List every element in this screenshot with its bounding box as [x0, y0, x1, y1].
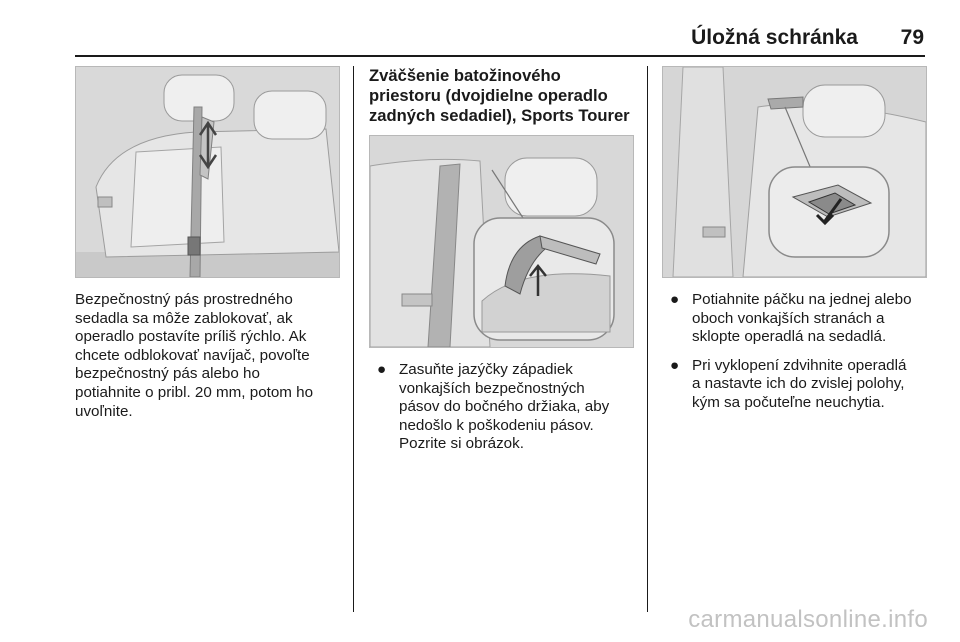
- paragraph-line: bezpečnostný pás alebo ho: [75, 365, 260, 383]
- release-lever-bullets: [662, 291, 937, 423]
- paragraph-line: sedadla sa môže zablokovať, ak: [75, 309, 293, 327]
- heading-line: priestoru (dvojdielne operadlo: [369, 86, 608, 106]
- bullet-marker: ●: [670, 356, 680, 374]
- paragraph-line: potiahnite o pribl. 20 mm, potom ho: [75, 383, 314, 401]
- bullet-line: Pozrite si obrázok.: [399, 435, 524, 453]
- paragraph-line: uvoľnite.: [75, 402, 133, 420]
- list-item: [369, 361, 639, 454]
- header-rule: [75, 55, 925, 57]
- page-header-title: Úložná schránka: [691, 26, 858, 49]
- heading-line: Zväčšenie batožinového: [369, 66, 561, 85]
- belt-holder-bullets: [369, 361, 639, 464]
- bullet-line: oboch vonkajších stranách a: [692, 309, 885, 327]
- release-lever-illustration: [662, 66, 927, 278]
- bullet-line: nedošlo k poškodeniu pásov.: [399, 416, 594, 434]
- bullet-line: pásov do bočného držiaka, aby: [399, 398, 610, 416]
- bullet-line: Potiahnite páčku na jednej alebo: [692, 291, 912, 308]
- bullet-line: sklopte operadlá na sedadlá.: [692, 328, 887, 346]
- bullet-line: Zasuňte jazýčky západiek: [399, 361, 573, 378]
- column-divider-right: [647, 66, 648, 612]
- list-item: [662, 357, 937, 413]
- bullet-marker: ●: [670, 291, 680, 308]
- bullet-line: kým sa počuteľne neuchytia.: [692, 393, 885, 411]
- paragraph-line: Bezpečnostný pás prostredného: [75, 291, 293, 308]
- paragraph-line: chcete odblokovať navíjač, povoľte: [75, 346, 310, 364]
- bullet-marker: ●: [377, 361, 387, 378]
- belt-holder-illustration: [369, 135, 634, 348]
- column-divider-left: [353, 66, 354, 612]
- seat-belt-paragraph: [75, 291, 345, 421]
- bullet-line: vonkajších bezpečnostných: [399, 379, 585, 397]
- section-heading: [369, 66, 639, 127]
- page-number: 79: [900, 26, 924, 49]
- paragraph-line: operadlo postavíte príliš rýchlo. Ak: [75, 328, 307, 346]
- watermark[interactable]: carmanualsonline.info: [688, 606, 928, 633]
- bullet-line: Pri vyklopení zdvihnite operadlá: [692, 356, 907, 374]
- heading-line: zadných sedadiel), Sports Tourer: [369, 106, 630, 126]
- bullet-line: a nastavte ich do zvislej polohy,: [692, 375, 905, 393]
- seat-belt-illustration: [75, 66, 340, 278]
- list-item: [662, 291, 937, 347]
